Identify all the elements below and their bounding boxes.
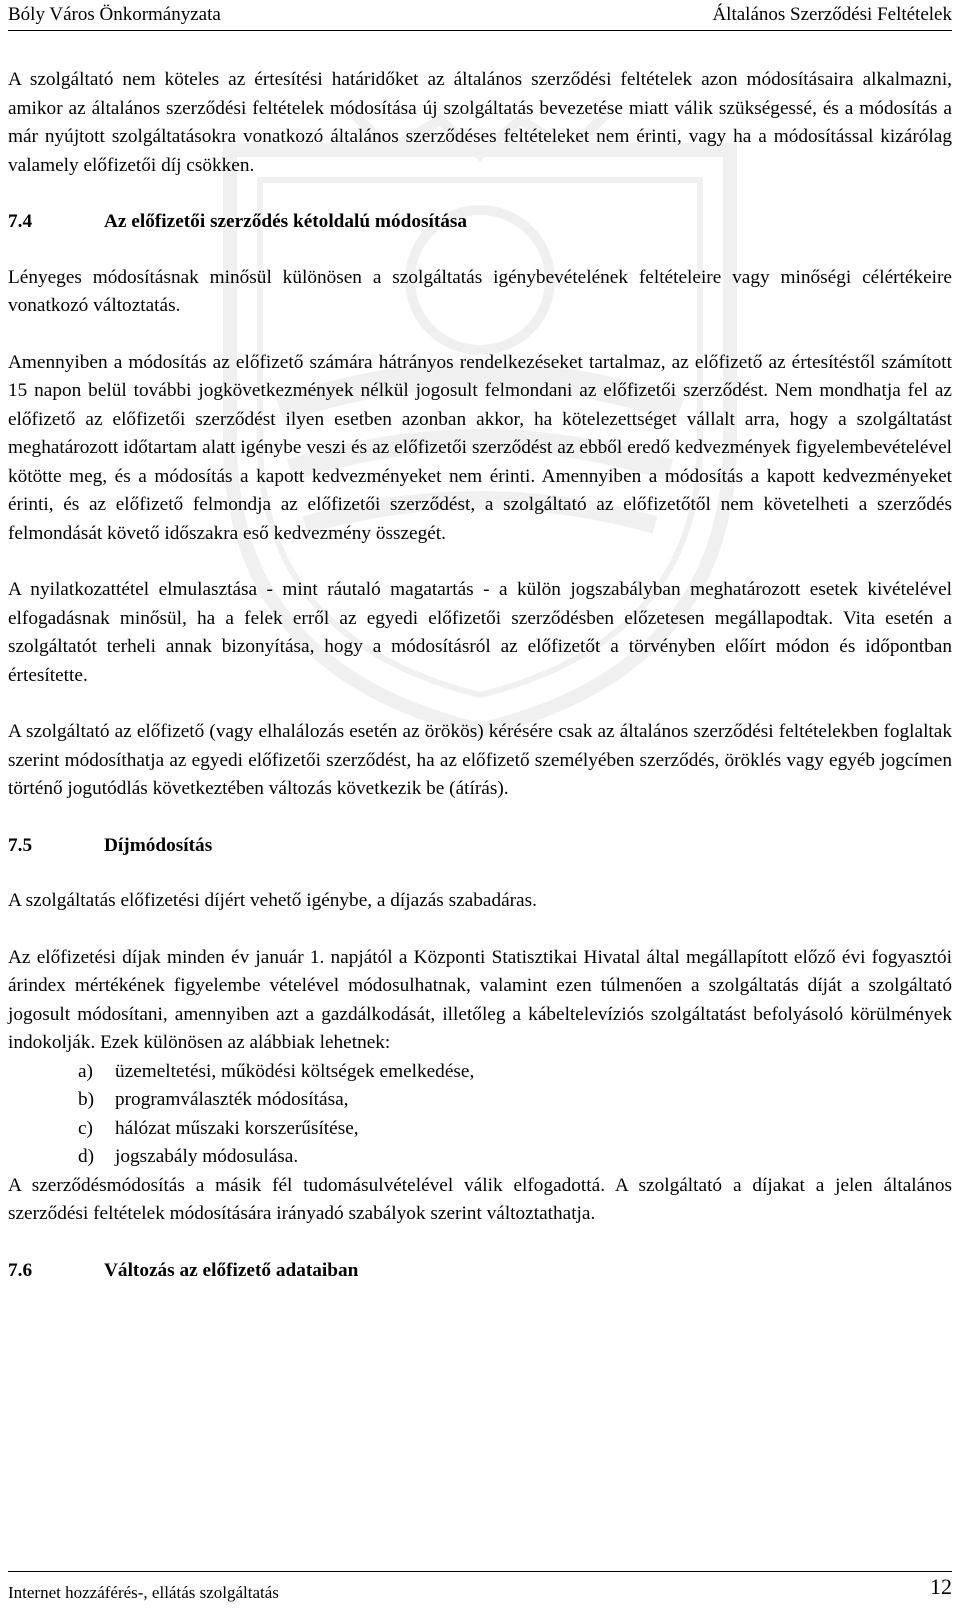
paragraph-material-modification: Lényeges módosításnak minősül különösen a szolgáltatás igénybevételének feltételeire vagy minőségi célértékeire vonatkozó változtatás. [8,266,952,316]
header-document-title: Általános Szerződési Feltételek [712,4,952,25]
paragraph-implied-acceptance: A nyilatkozattétel elmulasztása - mint ráutaló magatartás - a külön jogszabályban meghatározott esetek kivételével elfogadásnak minősül, ha a felek erről az egyedi előfizetői szerződésben előzetesen megállapodtak. Vita esetén a szolgáltatót terheli annak bizonyítása, hogy a módosításról az előfizetőt a törvényben előírt módon és időpontban értesítette. [8,579,952,686]
section-heading-7-6 [8,1257,952,1286]
section-title: Változás az előfizető adataiban [104,1259,359,1281]
section-heading-7-5 [8,832,952,861]
section-heading-7-4 [8,208,952,237]
page-number: 12 [930,1574,952,1599]
list-item: d) jogszabály módosulása. [78,1146,299,1167]
list-item: c) hálózat műszaki korszerűsítése, [78,1117,359,1139]
paragraph-fee-adjustment: Az előfizetési díjak minden év január 1. napjától a Központi Statisztikai Hivatal által megállapított előző évi fogyasztói árindex mértékének figyelembe vételével módosulhatnak, valamint ezen túlmenően a szolgáltatás díját a szolgáltató jogosult módosítani, amennyiben azt a gazdálkodását, illetőleg a kábeltelevíziós szolgáltatást befolyásoló körülmények indokolják. Ezek különösen az alábbiak lehetnek: [8,946,952,1053]
section-title: Az előfizetői szerződés kétoldalú módosítása [104,211,468,232]
header-organization: Bóly Város Önkormányzata [8,4,221,25]
page-footer [8,1571,952,1602]
paragraph-contract-amendment: A szerződésmódosítás a másik fél tudomásulvételével válik elfogadottá. A szolgáltató a díjakat a jelen általános szerződési feltételek módosítására irányadó szabályok szerint változtathatja. [8,1174,952,1224]
document-body [8,66,952,1312]
paragraph-notification-deadlines: A szolgáltató nem köteles az értesítési határidőket az általános szerződési feltételek azon módosításaira alkalmazni, amikor az általános szerződési feltételek módosítása új szolgáltatás bevezetése miatt válik szükségessé, és a módosítás a már nyújtott szolgáltatásokra vonatkozó általános szerződéses feltételeket nem érinti, vagy ha a módosítással kizárólag valamely előfizetői díj csökken. [8,69,952,176]
paragraph-transfer: A szolgáltató az előfizető (vagy elhalálozás esetén az örökös) kérésére csak az általános szerződési feltételekben foglaltak szerint módosíthatja az egyedi előfizetői szerződést, ha az előfizető személyében szerződés, öröklés vagy egyéb jogcímen történő jogutódlás következtében változás következik be (átírás). [8,721,952,799]
footer-service-name: Internet hozzáférés-, ellátás szolgáltatás [8,1583,279,1602]
list-item: b) programválaszték módosítása, [78,1089,349,1110]
paragraph-free-pricing: A szolgáltatás előfizetési díjért vehető igénybe, a díjazás szabadáras. [8,890,537,911]
section-number: 7.4 [8,211,33,232]
paragraph-termination-rights: Amennyiben a módosítás az előfizető számára hátrányos rendelkezéseket tartalmaz, az előfizető az értesítéstől számított 15 napon belül további jogkövetkezmények nélkül jogosult felmondani az előfizetői szerződést. Nem mondhatja fel az előfizető az előfizetői szerződést ilyen esetben azonban akkor, ha kötelezettséget vállalt arra, hogy a szolgáltatást meghatározott időtartam alatt igénybe veszi és az előfizetői szerződést az ebből eredő kedvezmények figyelembevételével kötötte meg, és a módosítás a kapott kedvezményeket nem érinti. Amennyiben a módosítás a kapott kedvezményeket érinti, és az előfizető felmondja az előfizetői szerződést, a szolgáltató az előfizetőtől nem követelheti a szerződés felmondását követő időszakra eső kedvezmény összegét. [8,351,952,544]
fee-factors-list [8,1058,952,1172]
section-number: 7.5 [8,834,33,856]
list-item: a) üzemeltetési, működési költségek emelkedése, [78,1060,475,1082]
section-number: 7.6 [8,1259,33,1281]
page-header [8,2,952,31]
section-title: Díjmódosítás [104,834,213,856]
